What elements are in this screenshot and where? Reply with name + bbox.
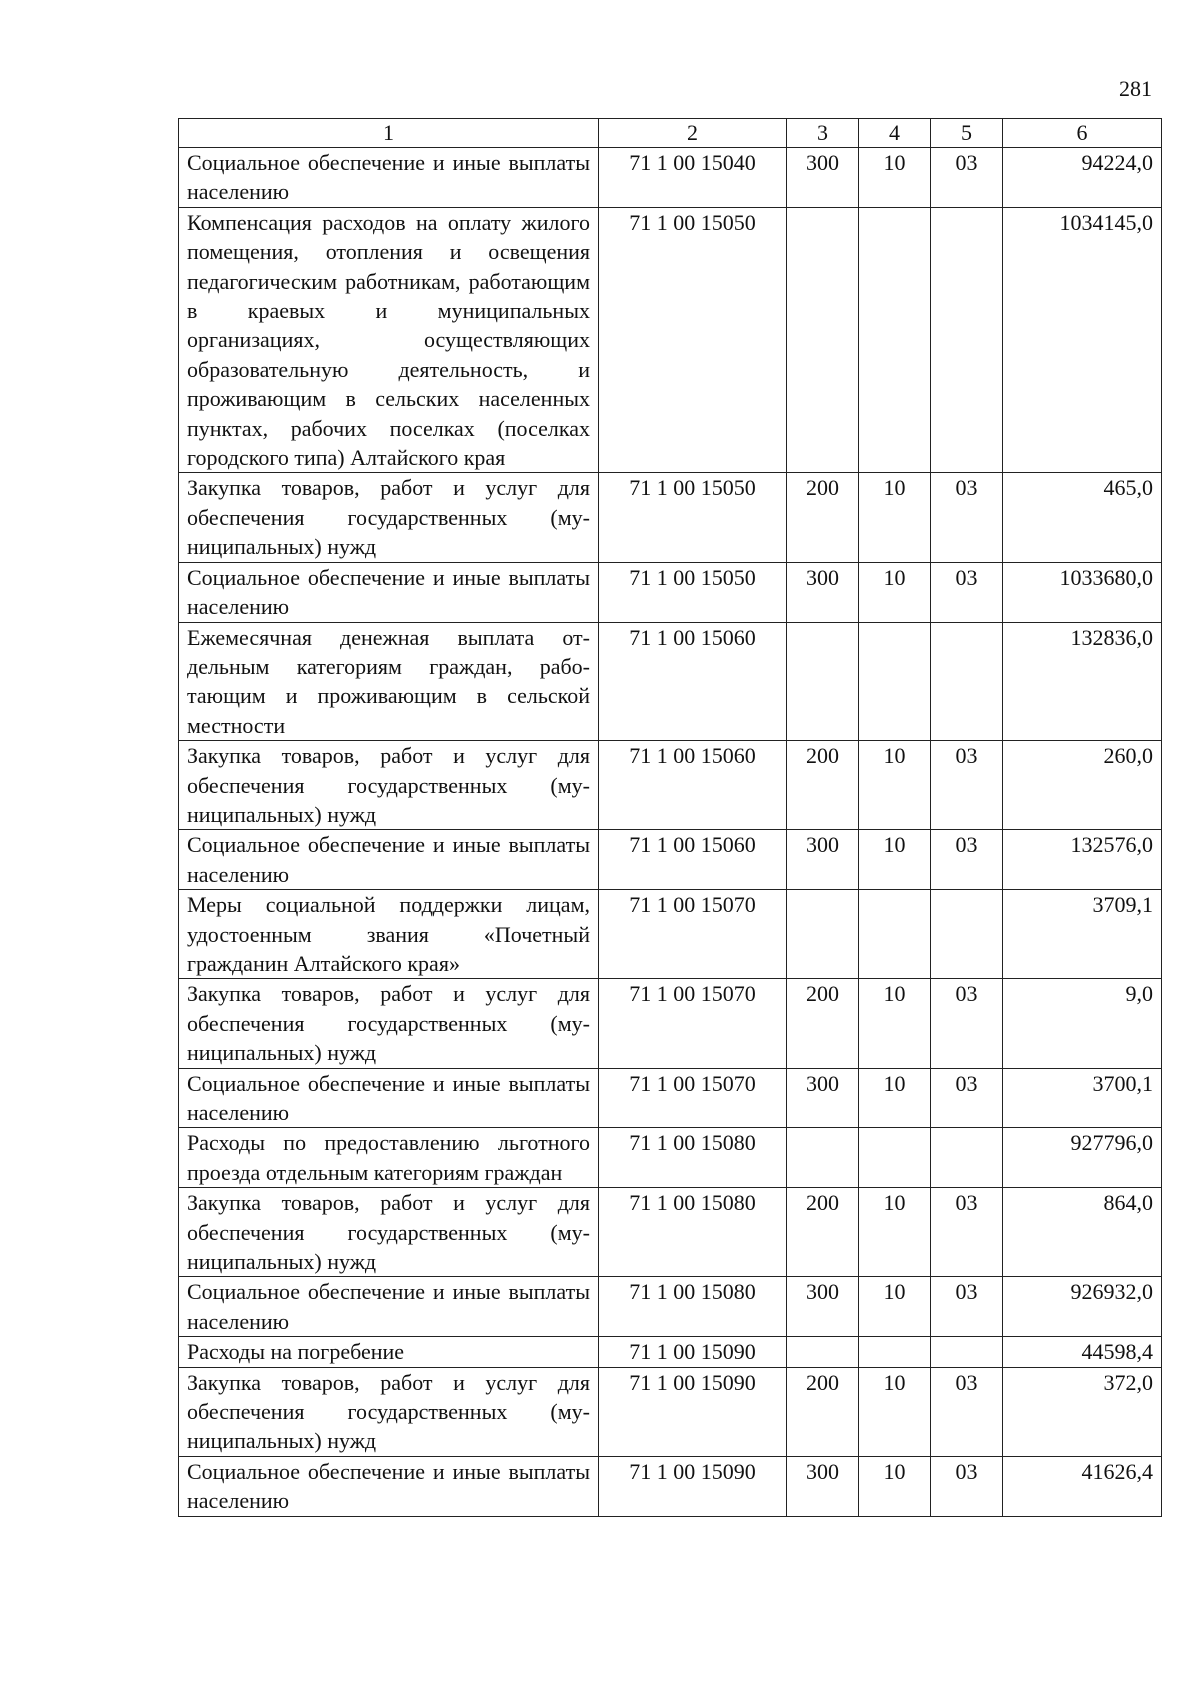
table-row — [179, 1068, 1162, 1128]
row-code-cell: 71 1 00 15090 — [599, 1337, 787, 1367]
table-row — [179, 1337, 1162, 1367]
row-code-cell: 71 1 00 15080 — [599, 1188, 787, 1277]
table-row — [179, 207, 1162, 473]
row-name-cell: Социальное обеспечение и иные выплаты населению — [179, 562, 599, 622]
row-code-cell: 71 1 00 15040 — [599, 148, 787, 208]
row-code-cell: 71 1 00 15060 — [599, 830, 787, 890]
row-code-cell: 71 1 00 15070 — [599, 890, 787, 979]
row-col3-cell: 200 — [787, 979, 859, 1068]
row-col3-cell — [787, 1337, 859, 1367]
row-code-cell: 71 1 00 15060 — [599, 622, 787, 741]
row-col4-cell — [859, 207, 931, 473]
row-name-cell: Социальное обеспечение и иные выплаты населению — [179, 1277, 599, 1337]
row-col3-cell: 300 — [787, 148, 859, 208]
row-amount-cell: 1033680,0 — [1003, 562, 1162, 622]
row-amount-cell: 132576,0 — [1003, 830, 1162, 890]
row-name-cell: Закупка товаров, работ и услуг для обеспечения государственных (муниципальных) нужд — [179, 1367, 599, 1456]
row-amount-cell: 926932,0 — [1003, 1277, 1162, 1337]
row-col3-cell: 300 — [787, 1277, 859, 1337]
header-row — [179, 119, 1162, 148]
row-col4-cell — [859, 1337, 931, 1367]
header-cell-3: 3 — [787, 119, 859, 148]
budget-table — [178, 118, 1162, 1517]
table-row — [179, 1128, 1162, 1188]
row-name-cell: Закупка товаров, работ и услуг для обеспечения государственных (муниципальных) нужд — [179, 979, 599, 1068]
row-amount-cell: 864,0 — [1003, 1188, 1162, 1277]
row-col5-cell: 03 — [931, 1277, 1003, 1337]
row-code-cell: 71 1 00 15070 — [599, 979, 787, 1068]
row-col4-cell: 10 — [859, 562, 931, 622]
row-col3-cell: 300 — [787, 1456, 859, 1516]
table-row — [179, 979, 1162, 1068]
row-code-cell: 71 1 00 15050 — [599, 207, 787, 473]
row-name-cell: Компенсация расходов на оплату жилого помещения, отопления и освещения педагогическим работникам, работающим в краевых и муниципальных организациях, осуществляющих образовательную деятельность, и проживающим в сельских населенных пунктах, рабочих поселках (поселках городского типа) Алтайского края — [179, 207, 599, 473]
table-row — [179, 1456, 1162, 1516]
row-col4-cell: 10 — [859, 473, 931, 562]
row-col4-cell: 10 — [859, 741, 931, 830]
row-code-cell: 71 1 00 15090 — [599, 1456, 787, 1516]
row-col5-cell: 03 — [931, 979, 1003, 1068]
row-col5-cell — [931, 890, 1003, 979]
row-col4-cell: 10 — [859, 1188, 931, 1277]
table-row — [179, 622, 1162, 741]
row-col4-cell: 10 — [859, 1068, 931, 1128]
row-col3-cell: 200 — [787, 1367, 859, 1456]
row-col4-cell: 10 — [859, 148, 931, 208]
table-row — [179, 1277, 1162, 1337]
row-col5-cell: 03 — [931, 830, 1003, 890]
row-amount-cell: 9,0 — [1003, 979, 1162, 1068]
row-col3-cell: 300 — [787, 1068, 859, 1128]
header-cell-6: 6 — [1003, 119, 1162, 148]
row-amount-cell: 41626,4 — [1003, 1456, 1162, 1516]
table-row — [179, 473, 1162, 562]
table-row — [179, 562, 1162, 622]
row-col5-cell: 03 — [931, 1456, 1003, 1516]
row-name-cell: Социальное обеспечение и иные выплаты населению — [179, 1068, 599, 1128]
row-col3-cell — [787, 207, 859, 473]
row-amount-cell: 372,0 — [1003, 1367, 1162, 1456]
row-name-cell: Социальное обеспечение и иные выплаты населению — [179, 830, 599, 890]
header-cell-2: 2 — [599, 119, 787, 148]
row-col5-cell: 03 — [931, 1068, 1003, 1128]
row-col4-cell: 10 — [859, 1367, 931, 1456]
row-code-cell: 71 1 00 15050 — [599, 473, 787, 562]
row-code-cell: 71 1 00 15080 — [599, 1277, 787, 1337]
row-amount-cell: 94224,0 — [1003, 148, 1162, 208]
row-code-cell: 71 1 00 15050 — [599, 562, 787, 622]
row-col5-cell: 03 — [931, 741, 1003, 830]
page-number: 281 — [1119, 76, 1152, 101]
row-amount-cell: 132836,0 — [1003, 622, 1162, 741]
row-col3-cell: 200 — [787, 741, 859, 830]
row-col4-cell: 10 — [859, 1277, 931, 1337]
row-col4-cell — [859, 890, 931, 979]
header-cell-4: 4 — [859, 119, 931, 148]
row-col3-cell — [787, 1128, 859, 1188]
row-amount-cell: 465,0 — [1003, 473, 1162, 562]
row-name-cell: Расходы на погребение — [179, 1337, 599, 1367]
row-col5-cell: 03 — [931, 148, 1003, 208]
row-name-cell: Закупка товаров, работ и услуг для обеспечения государственных (муниципальных) нужд — [179, 473, 599, 562]
row-col5-cell: 03 — [931, 562, 1003, 622]
row-col5-cell: 03 — [931, 1188, 1003, 1277]
table-row — [179, 1367, 1162, 1456]
header-cell-1: 1 — [179, 119, 599, 148]
table-row — [179, 830, 1162, 890]
table-row — [179, 741, 1162, 830]
row-col4-cell — [859, 1128, 931, 1188]
row-col3-cell: 300 — [787, 830, 859, 890]
row-amount-cell: 3700,1 — [1003, 1068, 1162, 1128]
row-amount-cell: 44598,4 — [1003, 1337, 1162, 1367]
table-row — [179, 1188, 1162, 1277]
row-name-cell: Социальное обеспечение и иные выплаты населению — [179, 1456, 599, 1516]
row-col5-cell — [931, 207, 1003, 473]
row-col3-cell — [787, 622, 859, 741]
row-col4-cell: 10 — [859, 830, 931, 890]
row-col3-cell: 300 — [787, 562, 859, 622]
row-col5-cell: 03 — [931, 473, 1003, 562]
row-name-cell: Закупка товаров, работ и услуг для обеспечения государственных (муниципальных) нужд — [179, 741, 599, 830]
row-col4-cell — [859, 622, 931, 741]
row-name-cell: Меры социальной поддержки лицам, удостоенным звания «Почетный гражданин Алтайского края» — [179, 890, 599, 979]
row-code-cell: 71 1 00 15090 — [599, 1367, 787, 1456]
row-code-cell: 71 1 00 15080 — [599, 1128, 787, 1188]
table-row — [179, 148, 1162, 208]
row-name-cell: Социальное обеспечение и иные выплаты населению — [179, 148, 599, 208]
row-col5-cell: 03 — [931, 1367, 1003, 1456]
row-code-cell: 71 1 00 15060 — [599, 741, 787, 830]
row-col5-cell — [931, 622, 1003, 741]
row-col4-cell: 10 — [859, 979, 931, 1068]
row-col3-cell — [787, 890, 859, 979]
row-col5-cell — [931, 1128, 1003, 1188]
row-amount-cell: 3709,1 — [1003, 890, 1162, 979]
table-body — [179, 148, 1162, 1517]
header-cell-5: 5 — [931, 119, 1003, 148]
row-amount-cell: 1034145,0 — [1003, 207, 1162, 473]
row-col3-cell: 200 — [787, 1188, 859, 1277]
row-col3-cell: 200 — [787, 473, 859, 562]
row-col4-cell: 10 — [859, 1456, 931, 1516]
row-col5-cell — [931, 1337, 1003, 1367]
row-name-cell: Расходы по предоставлению льготного проезда отдельным категориям граждан — [179, 1128, 599, 1188]
row-name-cell: Закупка товаров, работ и услуг для обеспечения государственных (муниципальных) нужд — [179, 1188, 599, 1277]
row-name-cell: Ежемесячная денежная выплата отдельным категориям граждан, работающим и проживающим в сельской местности — [179, 622, 599, 741]
row-code-cell: 71 1 00 15070 — [599, 1068, 787, 1128]
table-row — [179, 890, 1162, 979]
row-amount-cell: 927796,0 — [1003, 1128, 1162, 1188]
row-amount-cell: 260,0 — [1003, 741, 1162, 830]
